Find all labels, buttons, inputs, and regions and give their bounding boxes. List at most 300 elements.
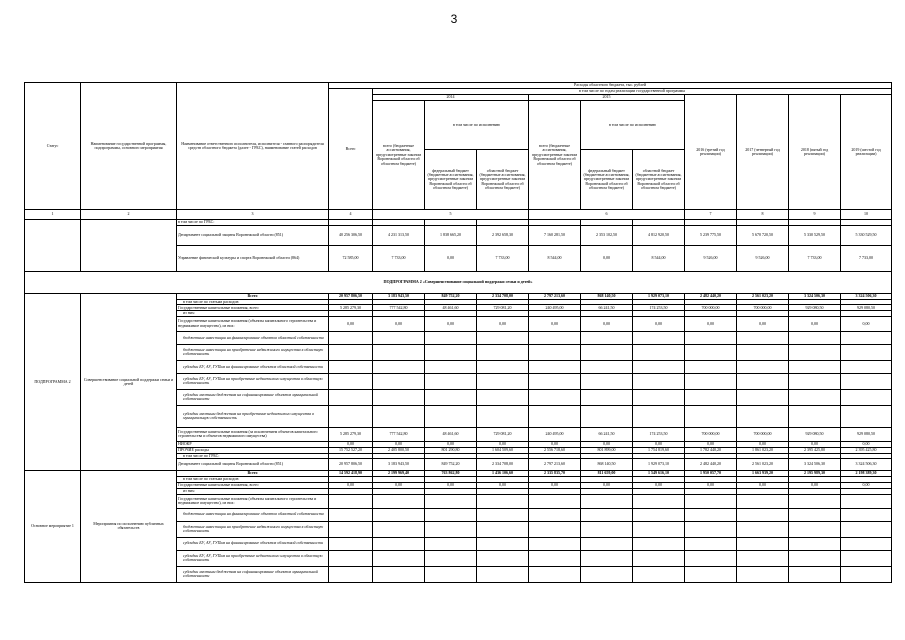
value-cell	[633, 405, 685, 427]
row-label: Государственные капитальные вложения, всего	[177, 483, 329, 489]
column-number: 1	[25, 210, 81, 220]
value-cell: 5 670 720,50	[737, 225, 789, 245]
value-cell: 0,00	[477, 441, 529, 447]
header-2015-total: всего (бюджетные ассигнования, предусмотренные законом Воронежской области об областном бюджете)	[529, 101, 581, 210]
value-cell	[737, 508, 789, 521]
row-label: субсидии местным бюджетам на приобретение недвижимого имущества в муниципальную собственность	[177, 405, 329, 427]
value-cell	[685, 566, 737, 582]
row-label: Государственные капитальные вложения (объекты капитального строительства и недвижимое имущество), из них:	[177, 494, 329, 508]
value-cell	[425, 373, 477, 389]
value-cell: 1 663 939,20	[737, 471, 789, 477]
value-cell: 20 957 806,50	[329, 459, 373, 471]
value-cell	[633, 566, 685, 582]
value-cell	[737, 494, 789, 508]
value-cell	[425, 566, 477, 582]
value-cell: 929 080,50	[841, 427, 892, 441]
value-cell	[425, 360, 477, 373]
value-cell	[477, 494, 529, 508]
value-cell	[373, 521, 425, 537]
value-cell: 8 544,00	[633, 245, 685, 271]
value-cell	[329, 360, 373, 373]
value-cell	[425, 494, 477, 508]
column-number: 4	[329, 210, 373, 220]
value-cell	[789, 373, 841, 389]
value-cell	[329, 331, 373, 344]
value-cell	[477, 373, 529, 389]
value-cell	[581, 566, 633, 582]
value-cell: 0,00	[789, 441, 841, 447]
value-cell: 0,00	[581, 245, 633, 271]
value-cell: 4 812 920,50	[633, 225, 685, 245]
value-cell: 763 862,80	[425, 471, 477, 477]
subprogram-heading: ПОДПРОГРАММА 2 «Совершенствование социальной поддержки семьи и детей»	[25, 271, 892, 293]
value-cell	[581, 494, 633, 508]
value-cell: 0,00	[529, 483, 581, 489]
row-label: субсидии БУ, АУ, ГУПам на финансирование объектов областной собственности	[177, 537, 329, 550]
value-cell	[329, 550, 373, 566]
value-cell	[737, 537, 789, 550]
value-cell: 7 160 281,50	[529, 225, 581, 245]
value-cell	[373, 344, 425, 360]
row-label: Государственные капитальные вложения (объекты капитального строительства и недвижимое имущество), из них:	[177, 316, 329, 331]
value-cell: 5 285 279,30	[329, 305, 373, 311]
row-label: НИОКР	[177, 441, 329, 447]
value-cell: 2 195 989,30	[789, 471, 841, 477]
value-cell: 5 330 529,50	[841, 225, 892, 245]
value-cell	[373, 566, 425, 582]
row-label: в том числе по ГРБС:	[177, 453, 329, 458]
header-2015-regional: областной бюджет (бюджетные ассигнования, предусмотренные законом Воронежской области об областном бюджете)	[633, 150, 685, 210]
value-cell	[841, 550, 892, 566]
value-cell: 1 604 509,60	[477, 447, 529, 453]
value-cell	[581, 389, 633, 405]
value-cell: 7 733,00	[477, 245, 529, 271]
value-cell: 0,00	[789, 483, 841, 489]
value-cell: 0,00	[329, 316, 373, 331]
value-cell: 849 752,20	[425, 459, 477, 471]
value-cell	[633, 508, 685, 521]
value-cell	[477, 550, 529, 566]
value-cell: 1 754 819,60	[633, 447, 685, 453]
value-cell: 2 395 425,80	[841, 447, 892, 453]
header-2014-incl: в том числе по исполнению	[425, 101, 529, 150]
value-cell	[581, 360, 633, 373]
value-cell: 0,00	[789, 316, 841, 331]
value-cell	[373, 331, 425, 344]
value-cell	[529, 550, 581, 566]
header-2014-total: всего (бюджетные ассигнования, предусмотренные законом Воронежской области об областном бюджете)	[373, 101, 425, 210]
value-cell	[633, 494, 685, 508]
value-cell	[685, 344, 737, 360]
value-cell	[841, 373, 892, 389]
row-label: субсидии БУ, АУ, ГУПам на приобретение недвижимого имущества в областную собственность	[177, 550, 329, 566]
value-cell	[529, 494, 581, 508]
value-cell	[373, 373, 425, 389]
value-cell	[685, 389, 737, 405]
value-cell	[425, 521, 477, 537]
value-cell	[737, 389, 789, 405]
value-cell: 0,00	[373, 483, 425, 489]
value-cell: 7 733,00	[841, 245, 892, 271]
row-label: бюджетные инвестиции на финансирование объектов областной собственности	[177, 508, 329, 521]
header-status: Статус	[25, 83, 81, 210]
row-label: Всего	[177, 471, 329, 477]
value-cell: 0,00	[841, 441, 892, 447]
value-cell	[425, 537, 477, 550]
value-cell: 7 733,00	[789, 245, 841, 271]
row-label: в том числе по статьям расходов:	[177, 477, 329, 483]
value-cell	[425, 405, 477, 427]
value-cell: 2 561 023,20	[737, 459, 789, 471]
value-cell	[329, 373, 373, 389]
value-cell: 0,00	[477, 316, 529, 331]
value-cell	[737, 521, 789, 537]
row-label: бюджетные инвестиции на приобретение недвижимого имущества в областную собственность	[177, 344, 329, 360]
column-number: 2	[81, 210, 177, 220]
value-cell: 3 324 506,30	[841, 293, 892, 299]
value-cell: 2 335 835,70	[529, 471, 581, 477]
value-cell	[329, 508, 373, 521]
value-cell	[529, 405, 581, 427]
sp2-name: Совершенствование социальной поддержки семьи и детей	[81, 293, 177, 470]
value-cell	[789, 566, 841, 582]
value-cell	[581, 550, 633, 566]
value-cell: 0,00	[329, 441, 373, 447]
value-cell: 1 929 073,10	[633, 293, 685, 299]
value-cell	[841, 405, 892, 427]
value-cell: 0,00	[737, 441, 789, 447]
value-cell	[685, 494, 737, 508]
header-y2019: 2019 (шестой год реализации)	[841, 95, 892, 210]
row-label: ПРОЧИЕ расходы	[177, 447, 329, 453]
value-cell: 0,00	[841, 316, 892, 331]
sp2-status: ПОДПРОГРАММА 2	[25, 293, 81, 470]
value-cell: 929 080,50	[841, 305, 892, 311]
value-cell: 4 231 313,50	[373, 225, 425, 245]
value-cell	[529, 373, 581, 389]
value-cell: 3 324 506,30	[841, 459, 892, 471]
value-cell: 0,00	[581, 483, 633, 489]
value-cell	[477, 331, 529, 344]
value-cell	[425, 331, 477, 344]
value-cell: 929 080,50	[789, 427, 841, 441]
value-cell: 5 239 775,50	[685, 225, 737, 245]
value-cell	[685, 405, 737, 427]
value-cell	[841, 360, 892, 373]
value-cell: 700 000,00	[737, 427, 789, 441]
value-cell	[477, 521, 529, 537]
name-cell	[81, 219, 177, 271]
value-cell	[841, 521, 892, 537]
value-cell	[633, 550, 685, 566]
value-cell	[789, 508, 841, 521]
value-cell	[633, 521, 685, 537]
row-label: Государственные капитальные вложения, всего	[177, 305, 329, 311]
value-cell: 2 556 718,60	[529, 447, 581, 453]
column-number: 10	[841, 210, 892, 220]
value-cell: 3 183 943,50	[373, 293, 425, 299]
column-number: 5	[373, 210, 529, 220]
header-y2016: 2016 (третий год реализации)	[685, 95, 737, 210]
value-cell: 729 081,20	[477, 427, 529, 441]
value-cell	[581, 521, 633, 537]
value-cell	[477, 566, 529, 582]
value-cell: 0,00	[685, 483, 737, 489]
value-cell	[633, 344, 685, 360]
value-cell: 1 838 665,20	[425, 225, 477, 245]
row-label: бюджетные инвестиции на финансирование объектов областной собственности	[177, 331, 329, 344]
value-cell	[329, 344, 373, 360]
om1-status: Основное мероприятие 1	[25, 471, 81, 582]
value-cell	[425, 344, 477, 360]
value-cell	[841, 344, 892, 360]
header-y2014: 2014	[373, 95, 529, 101]
value-cell: 174 253,50	[633, 305, 685, 311]
value-cell: 1 436 106,60	[477, 471, 529, 477]
value-cell: 3 324 506,30	[789, 293, 841, 299]
value-cell	[789, 405, 841, 427]
value-cell	[633, 331, 685, 344]
value-cell	[425, 508, 477, 521]
value-cell	[737, 360, 789, 373]
value-cell	[685, 550, 737, 566]
value-cell: 0,00	[529, 441, 581, 447]
header-2015-incl: в том числе по исполнению	[581, 101, 685, 150]
value-cell	[329, 521, 373, 537]
value-cell: 0,00	[581, 441, 633, 447]
value-cell: 0,00	[425, 483, 477, 489]
value-cell: 240 495,00	[529, 305, 581, 311]
row-label: субсидии БУ, АУ, ГУПам на приобретение недвижимого имущества в областную собственность	[177, 373, 329, 389]
value-cell: 0,00	[581, 316, 633, 331]
header-2015-federal: федеральный бюджет (бюджетные ассигнования, предусмотренные законом Воронежской области об областном бюджете)	[581, 150, 633, 210]
value-cell	[329, 405, 373, 427]
value-cell: 9 526,00	[685, 245, 737, 271]
budget-table	[24, 82, 892, 583]
value-cell	[373, 389, 425, 405]
header-2014-federal: федеральный бюджет (бюджетные ассигнования, предусмотренные законом Воронежской области об областном бюджете)	[425, 150, 477, 210]
value-cell	[581, 508, 633, 521]
row-label: бюджетные инвестиции на приобретение недвижимого имущества в областную собственность	[177, 521, 329, 537]
value-cell: 0,00	[373, 441, 425, 447]
value-cell	[373, 550, 425, 566]
value-cell: 0,00	[633, 316, 685, 331]
value-cell: 2 353 102,50	[581, 225, 633, 245]
value-cell	[425, 389, 477, 405]
value-cell: 14 592 418,90	[329, 471, 373, 477]
value-cell: 2 395 425,80	[789, 447, 841, 453]
header-y2017: 2017 (четвертый год реализации)	[737, 95, 789, 210]
value-cell: 777 542,80	[373, 427, 425, 441]
value-cell: 5 330 529,50	[789, 225, 841, 245]
value-cell: 0,00	[373, 316, 425, 331]
value-cell: 48 461,60	[425, 427, 477, 441]
value-cell	[633, 373, 685, 389]
value-cell: 1 950 057,70	[685, 471, 737, 477]
value-cell: 2 561 023,20	[737, 293, 789, 299]
value-cell	[737, 566, 789, 582]
value-cell: 0,00	[425, 441, 477, 447]
column-number: 7	[685, 210, 737, 220]
row-label: субсидии БУ, АУ, ГУПам на финансирование объектов областной собственности	[177, 360, 329, 373]
value-cell: 1 549 616,10	[633, 471, 685, 477]
value-cell	[329, 566, 373, 582]
value-cell	[581, 331, 633, 344]
value-cell	[685, 537, 737, 550]
value-cell: 868 140,50	[581, 293, 633, 299]
row-label: из них:	[177, 311, 329, 316]
row-label: Управление физической культуры и спорта Воронежской области (864)	[177, 245, 329, 271]
value-cell	[789, 344, 841, 360]
value-cell	[477, 344, 529, 360]
value-cell	[581, 373, 633, 389]
value-cell: 8 544,00	[529, 245, 581, 271]
value-cell: 1 929 073,10	[633, 459, 685, 471]
value-cell	[373, 537, 425, 550]
value-cell	[737, 405, 789, 427]
status-cell	[25, 219, 81, 271]
value-cell	[529, 508, 581, 521]
value-cell: 72 585,00	[329, 245, 373, 271]
value-cell	[685, 331, 737, 344]
value-cell	[841, 566, 892, 582]
value-cell	[581, 537, 633, 550]
value-cell: 700 000,00	[737, 305, 789, 311]
row-label: из них:	[177, 489, 329, 494]
value-cell: 2 199 969,40	[373, 471, 425, 477]
value-cell: 48 461,60	[425, 305, 477, 311]
value-cell: 2 392 658,30	[477, 225, 529, 245]
value-cell	[737, 373, 789, 389]
value-cell: 3 324 506,30	[789, 459, 841, 471]
value-cell	[789, 537, 841, 550]
row-label: в том числе по статьям расходов:	[177, 299, 329, 304]
value-cell: 0,00	[529, 316, 581, 331]
value-cell: 801 290,80	[425, 447, 477, 453]
value-cell: 66 241,50	[581, 427, 633, 441]
column-number: 8	[737, 210, 789, 220]
value-cell	[329, 537, 373, 550]
value-cell	[841, 389, 892, 405]
value-cell	[685, 521, 737, 537]
value-cell: 2 334 708,00	[477, 459, 529, 471]
value-cell	[633, 537, 685, 550]
value-cell	[841, 494, 892, 508]
value-cell: 240 495,00	[529, 427, 581, 441]
value-cell: 0,00	[477, 483, 529, 489]
row-label: в том числе по ГРБС:	[177, 219, 329, 225]
value-cell: 0,00	[737, 483, 789, 489]
header-y2015: 2015	[529, 95, 685, 101]
header-total: Всего	[329, 89, 373, 210]
value-cell	[529, 389, 581, 405]
value-cell	[633, 389, 685, 405]
row-label: Департамент социальной защиты Воронежской области (851)	[177, 225, 329, 245]
header-executor: Наименование ответственного исполнителя, исполнителя - главного распорядителя средств областного бюджета (далее - ГРБС), наименование статей расходов	[177, 83, 329, 210]
value-cell: 0,00	[425, 316, 477, 331]
value-cell: 849 752,20	[425, 293, 477, 299]
value-cell	[477, 360, 529, 373]
header-name: Наименование государственной программы, подпрограммы, основного мероприятия	[81, 83, 177, 210]
value-cell	[789, 521, 841, 537]
value-cell: 2 198 389,30	[841, 471, 892, 477]
value-cell: 929 080,50	[789, 305, 841, 311]
value-cell	[373, 405, 425, 427]
value-cell: 0,00	[329, 483, 373, 489]
value-cell	[373, 494, 425, 508]
value-cell	[477, 389, 529, 405]
header-expenses: Расходы областного бюджета, тыс. рублей	[329, 83, 892, 89]
value-cell	[789, 494, 841, 508]
value-cell: 729 081,20	[477, 305, 529, 311]
value-cell: 2 797 213,60	[529, 293, 581, 299]
value-cell: 20 957 806,50	[329, 293, 373, 299]
value-cell	[841, 331, 892, 344]
value-cell	[477, 508, 529, 521]
value-cell: 9 526,00	[737, 245, 789, 271]
value-cell: 15 752 527,20	[329, 447, 373, 453]
value-cell: 3 183 943,50	[373, 459, 425, 471]
value-cell	[529, 331, 581, 344]
value-cell: 1 782 440,20	[685, 447, 737, 453]
value-cell: 700 000,00	[685, 305, 737, 311]
row-label: Всего	[177, 293, 329, 299]
value-cell	[581, 344, 633, 360]
value-cell: 868 140,50	[581, 459, 633, 471]
value-cell	[329, 389, 373, 405]
value-cell: 2 482 440,20	[685, 459, 737, 471]
value-cell: 777 542,80	[373, 305, 425, 311]
page-number: 3	[450, 12, 458, 26]
column-number: 6	[529, 210, 685, 220]
value-cell: 0,00	[841, 483, 892, 489]
value-cell	[477, 405, 529, 427]
value-cell: 2 797 213,60	[529, 459, 581, 471]
value-cell: 700 000,00	[685, 427, 737, 441]
value-cell	[841, 508, 892, 521]
value-cell	[529, 344, 581, 360]
value-cell	[737, 331, 789, 344]
value-cell	[685, 373, 737, 389]
row-label: субсидии местным бюджетам на софинансирование объектов муниципальной собственности	[177, 389, 329, 405]
value-cell	[685, 360, 737, 373]
value-cell	[789, 331, 841, 344]
column-number: 3	[177, 210, 329, 220]
value-cell: 5 285 279,30	[329, 427, 373, 441]
value-cell	[425, 550, 477, 566]
value-cell	[633, 360, 685, 373]
header-y2018: 2018 (пятый год реализации)	[789, 95, 841, 210]
value-cell: 7 733,00	[373, 245, 425, 271]
value-cell	[789, 550, 841, 566]
value-cell: 0,00	[425, 245, 477, 271]
header-2014-regional: областной бюджет (бюджетные ассигнования, предусмотренные законом Воронежской области об областном бюджете)	[477, 150, 529, 210]
value-cell: 811 659,00	[581, 471, 633, 477]
header-incl-year: в том числе по годам реализации государственной программы	[373, 89, 892, 95]
row-label: Государственные капитальные вложения (за исключением объектов капитального строительства и объектов недвижимого имущества)	[177, 427, 329, 441]
value-cell	[685, 508, 737, 521]
value-cell	[737, 550, 789, 566]
value-cell	[529, 360, 581, 373]
value-cell: 2 405 800,50	[373, 447, 425, 453]
value-cell: 0,00	[737, 316, 789, 331]
value-cell	[529, 521, 581, 537]
value-cell: 0,00	[633, 483, 685, 489]
value-cell	[329, 494, 373, 508]
value-cell	[477, 537, 529, 550]
value-cell: 66 241,50	[581, 305, 633, 311]
value-cell	[529, 537, 581, 550]
